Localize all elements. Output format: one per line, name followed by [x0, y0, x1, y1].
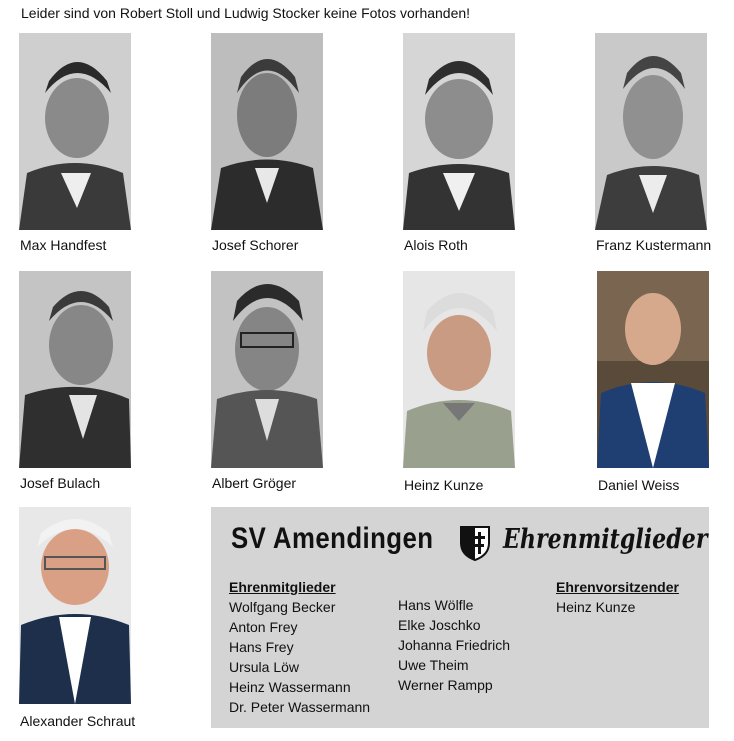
member-name: Hans Wölfle — [398, 597, 474, 613]
member-name: Dr. Peter Wassermann — [229, 699, 371, 715]
portrait-daniel-weiss — [597, 271, 709, 468]
club-crest-icon — [459, 525, 491, 561]
portrait-alois-roth — [403, 33, 515, 230]
ehrenmitglieder-heading: Ehrenmitglieder — [229, 579, 336, 595]
member-name: Heinz Wassermann — [229, 679, 351, 695]
ehrenmitglieder-column-2 — [398, 595, 510, 695]
member-name: Elke Joschko — [398, 617, 481, 633]
person-name: Daniel Weiss — [598, 477, 680, 493]
club-title: SV Amendingen — [231, 522, 434, 555]
ehrenvorsitzender-heading: Ehrenvorsitzender — [556, 579, 679, 595]
portrait-heinz-kunze — [403, 271, 515, 468]
portrait-josef-schorer — [211, 33, 323, 230]
member-name: Anton Frey — [229, 619, 298, 635]
person-name: Albert Gröger — [212, 475, 297, 491]
panel-title: Ehrenmitglieder — [503, 524, 708, 555]
member-name: Heinz Kunze — [556, 599, 636, 615]
member-name: Johanna Friedrich — [398, 637, 511, 653]
ehrenmitglieder-column-1 — [229, 577, 370, 717]
person-name: Alexander Schraut — [20, 713, 136, 729]
member-name: Uwe Theim — [398, 657, 469, 673]
portrait-max-handfest — [19, 33, 131, 230]
person-name: Josef Schorer — [212, 237, 299, 253]
portrait-albert-groeger — [211, 271, 323, 468]
ehrenvorsitzender-column — [556, 577, 679, 617]
person-name: Josef Bulach — [20, 475, 101, 491]
honorary-members-panel — [211, 507, 709, 728]
portrait-franz-kustermann — [595, 33, 707, 230]
person-name: Max Handfest — [20, 237, 107, 253]
member-name: Hans Frey — [229, 639, 294, 655]
member-name: Ursula Löw — [229, 659, 300, 675]
photo-notice: Leider sind von Robert Stoll und Ludwig Stocker keine Fotos vorhanden! — [21, 5, 471, 21]
person-name: Franz Kustermann — [596, 237, 712, 253]
member-name: Wolfgang Becker — [229, 599, 336, 615]
portrait-josef-bulach — [19, 271, 131, 468]
person-name: Heinz Kunze — [404, 477, 484, 493]
portrait-alexander-schraut — [19, 507, 131, 704]
member-name: Werner Rampp — [398, 677, 493, 693]
person-name: Alois Roth — [404, 237, 468, 253]
